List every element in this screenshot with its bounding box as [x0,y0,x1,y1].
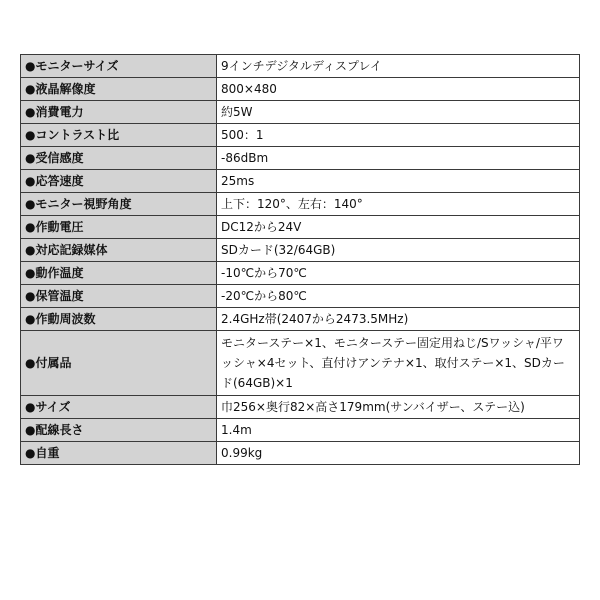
spec-row [21,331,580,396]
spec-row [21,442,580,465]
spec-row [21,78,580,101]
spec-value: 1.4m [217,419,580,442]
spec-row [21,308,580,331]
spec-row [21,101,580,124]
spec-row [21,396,580,419]
spec-row [21,147,580,170]
spec-row [21,239,580,262]
spec-value: 上下：120°、左右：140° [217,193,580,216]
spec-label: ●付属品 [21,331,217,396]
spec-value: 500：1 [217,124,580,147]
spec-row [21,419,580,442]
spec-row [21,124,580,147]
spec-label: ●サイズ [21,396,217,419]
spec-value: 0.99kg [217,442,580,465]
spec-row [21,216,580,239]
spec-label: ●液晶解像度 [21,78,217,101]
spec-value: -10℃から70℃ [217,262,580,285]
spec-label: ●モニター視野角度 [21,193,217,216]
spec-table [20,54,580,465]
spec-value: 800×480 [217,78,580,101]
spec-label: ●動作温度 [21,262,217,285]
spec-value: 巾256×奥行82×高さ179mm(サンバイザー、ステー込) [217,396,580,419]
spec-row [21,262,580,285]
spec-label: ●作動電圧 [21,216,217,239]
spec-value: 25ms [217,170,580,193]
spec-label: ●モニターサイズ [21,55,217,78]
spec-row [21,55,580,78]
spec-value: モニターステー×1、モニターステー固定用ねじ/Sワッシャ/平ワッシャ×4セット、直付けアンテナ×1、取付ステー×1、SDカード(64GB)×1 [217,331,580,396]
spec-value: DC12から24V [217,216,580,239]
spec-row [21,193,580,216]
spec-label: ●保管温度 [21,285,217,308]
spec-value: 約5W [217,101,580,124]
spec-value: 9インチデジタルディスプレイ [217,55,580,78]
spec-row [21,170,580,193]
spec-value: -86dBm [217,147,580,170]
spec-row [21,285,580,308]
spec-value: 2.4GHz帯(2407から2473.5MHz) [217,308,580,331]
spec-label: ●消費電力 [21,101,217,124]
spec-label: ●コントラスト比 [21,124,217,147]
spec-label: ●応答速度 [21,170,217,193]
spec-label: ●作動周波数 [21,308,217,331]
spec-value: SDカード(32/64GB) [217,239,580,262]
spec-label: ●受信感度 [21,147,217,170]
spec-label: ●配線長さ [21,419,217,442]
spec-label: ●対応記録媒体 [21,239,217,262]
spec-label: ●自重 [21,442,217,465]
spec-value: -20℃から80℃ [217,285,580,308]
